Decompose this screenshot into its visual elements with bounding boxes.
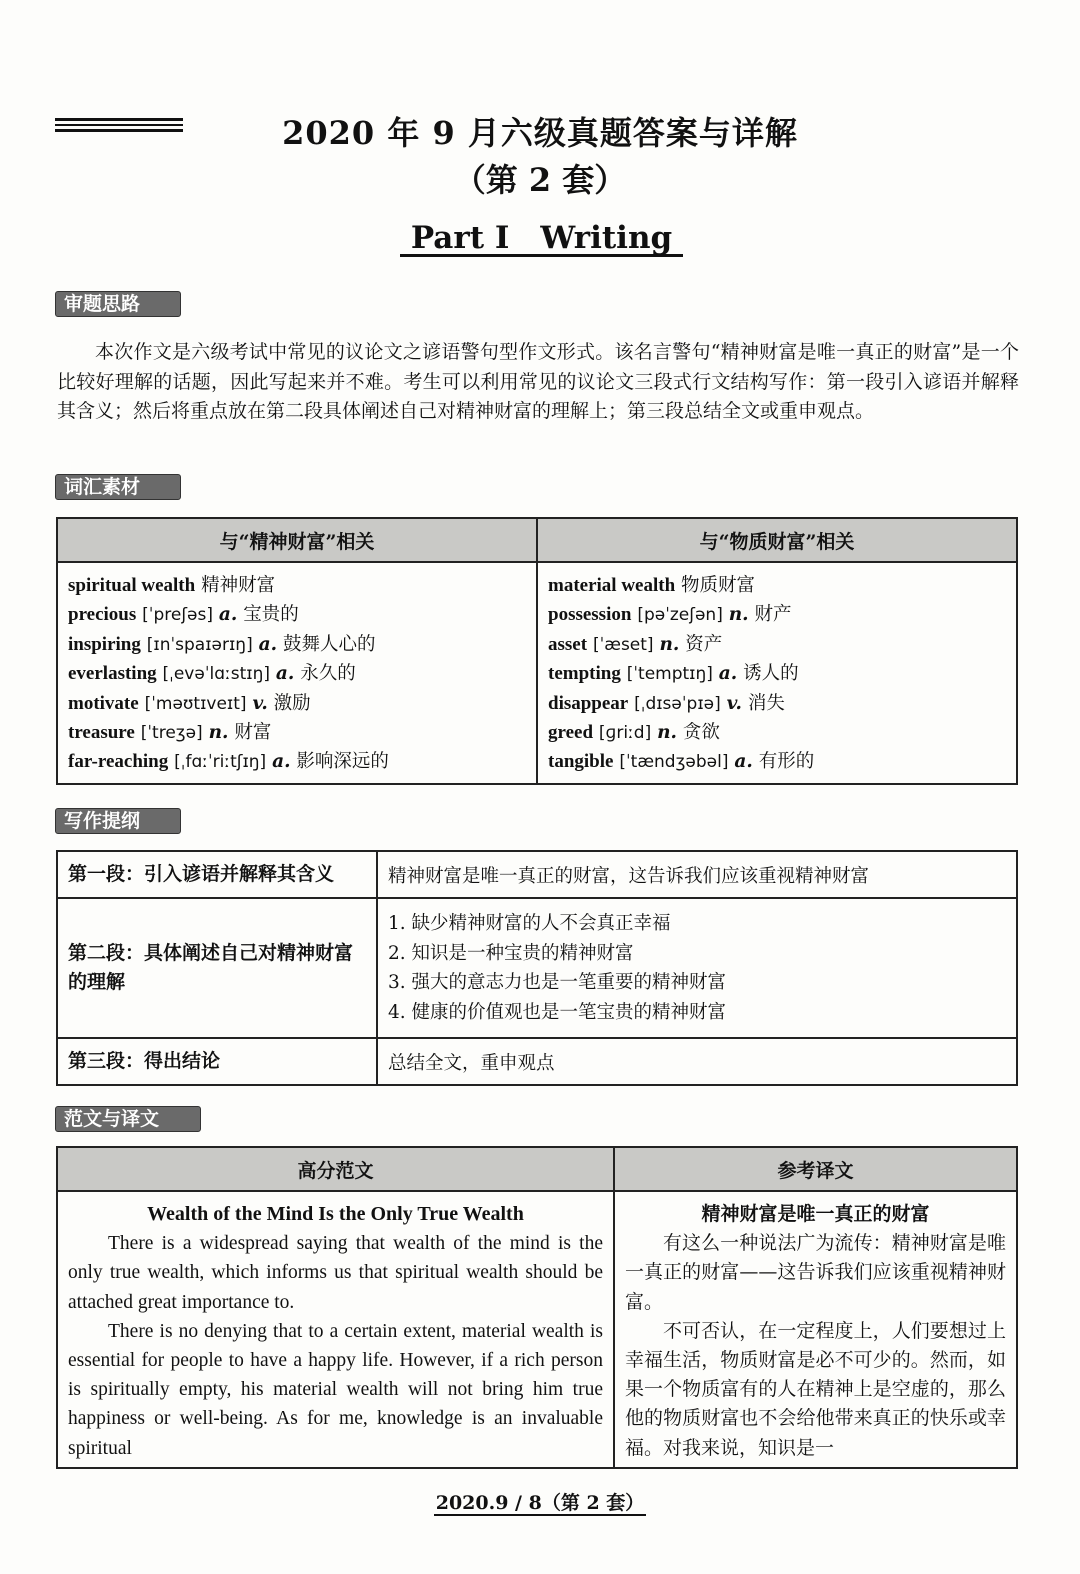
vocab-item: greed [ɡriːd] n. 贪欲 — [548, 721, 720, 743]
outline-p2-list — [377, 898, 1017, 1038]
section-label-vocab: 词汇素材 — [55, 474, 181, 500]
vocab-item: everlasting [ˌevəˈlɑːstɪŋ] a. 永久的 — [68, 663, 356, 685]
essay-table — [56, 1146, 1018, 1469]
essay-chinese — [614, 1191, 1017, 1468]
section-label-outline: 写作提纲 — [55, 808, 181, 834]
page-footer — [0, 1488, 1080, 1515]
essay-en-paragraph: There is no denying that to a certain extent, material wealth is essential for people to have a happy life. However, if a rich person is spiritually empty, his material wealth will not bring him true happiness or well-being. As for me, knowledge is an invaluable spiritual — [68, 1320, 603, 1459]
vocab-header-spiritual: 与“精神财富”相关 — [57, 518, 537, 562]
outline-p2-label: 第二段：具体阐述自己对精神财富的理解 — [57, 898, 377, 1038]
vocab-item: treasure [ˈtreʒə] n. 财富 — [68, 721, 272, 743]
page-title: 2020 年 9 月六级真题答案与详解 — [282, 114, 798, 152]
page-subtitle: （第 2 套） — [453, 161, 627, 199]
part-heading: Part I Writing — [400, 212, 683, 257]
section-label-essay: 范文与译文 — [55, 1106, 201, 1132]
outline-p1-label: 第一段：引入谚语并解释其含义 — [57, 851, 377, 898]
vocab-item: inspiring [ɪnˈspaɪərɪŋ] a. 鼓舞人心的 — [68, 633, 376, 655]
footer-text: 2020.9 / 8（第 2 套） — [435, 1492, 645, 1514]
vocab-item: possession [pəˈzeʃən] n. 财产 — [548, 604, 792, 626]
essay-zh-paragraph: 有这么一种说法广为流传：精神财富是唯一真正的财富——这告诉我们应该重视精神财富。 — [625, 1232, 1006, 1313]
vocab-item: asset [ˈæset] n. 资产 — [548, 633, 723, 655]
vocab-item: far-reaching [ˌfɑːˈriːtʃɪŋ] a. 影响深远的 — [68, 751, 389, 773]
essay-english — [57, 1191, 614, 1468]
vocab-item: tangible [ˈtændʒəbəl] a. 有形的 — [548, 751, 815, 773]
essay-en-paragraph: There is a widespread saying that wealth of the mind is the only true wealth, which informs us that spiritual wealth should be attached great importance to. — [68, 1233, 603, 1313]
section-label-analysis: 审题思路 — [55, 291, 181, 317]
outline-item: 3. 强大的意志力也是一笔重要的精神财富 — [388, 972, 727, 993]
vocab-list-material — [537, 562, 1017, 784]
vocab-item: precious [ˈpreʃəs] a. 宝贵的 — [68, 604, 299, 626]
vocab-header-material: 与“物质财富”相关 — [537, 518, 1017, 562]
vocab-item: disappear [ˌdɪsəˈpɪə] v. 消失 — [548, 692, 785, 714]
vocab-item: tempting [ˈtemptɪŋ] a. 诱人的 — [548, 663, 799, 685]
outline-p3-text: 总结全文，重申观点 — [377, 1038, 1017, 1085]
essay-header-translation: 参考译文 — [614, 1147, 1017, 1191]
outline-item: 2. 知识是一种宝贵的精神财富 — [388, 942, 634, 964]
outline-p1-text: 精神财富是唯一真正的财富，这告诉我们应该重视精神财富 — [377, 851, 1017, 898]
outline-item: 4. 健康的价值观也是一笔宝贵的精神财富 — [388, 1001, 727, 1023]
vocab-item: motivate [ˈməʊtɪveɪt] v. 激励 — [68, 692, 311, 714]
vocab-table — [56, 517, 1018, 785]
essay-header-sample: 高分范文 — [57, 1147, 614, 1191]
outline-p3-label: 第三段：得出结论 — [57, 1038, 377, 1085]
essay-en-title: Wealth of the Mind Is the Only True Wealth — [147, 1203, 524, 1225]
outline-item: 1. 缺少精神财富的人不会真正幸福 — [388, 913, 671, 934]
vocab-list-spiritual — [57, 562, 537, 784]
essay-zh-paragraph: 不可否认，在一定程度上，人们要想过上幸福生活，物质财富是必不可少的。然而，如果一个物质富有的人在精神上是空虚的，那么他的物质财富也不会给他带来真正的快乐或幸福。对我来说，知识是一 — [625, 1319, 1006, 1459]
vocab-item: material wealth 物质财富 — [548, 575, 756, 596]
analysis-paragraph: 本次作文是六级考试中常见的议论文之谚语警句型作文形式。该名言警句“精神财富是唯一真正的财富”是一个比较好理解的话题，因此写起来并不难。考生可以利用常见的议论文三段式行文结构写作：第一段引入谚语并解释其含义；然后将重点放在第二段具体阐述自己对精神财富的理解上；第三段总结全文或重申观点。 — [57, 341, 1019, 422]
essay-zh-title: 精神财富是唯一真正的财富 — [701, 1203, 930, 1225]
outline-table — [56, 850, 1018, 1086]
vocab-item: spiritual wealth 精神财富 — [68, 575, 276, 596]
